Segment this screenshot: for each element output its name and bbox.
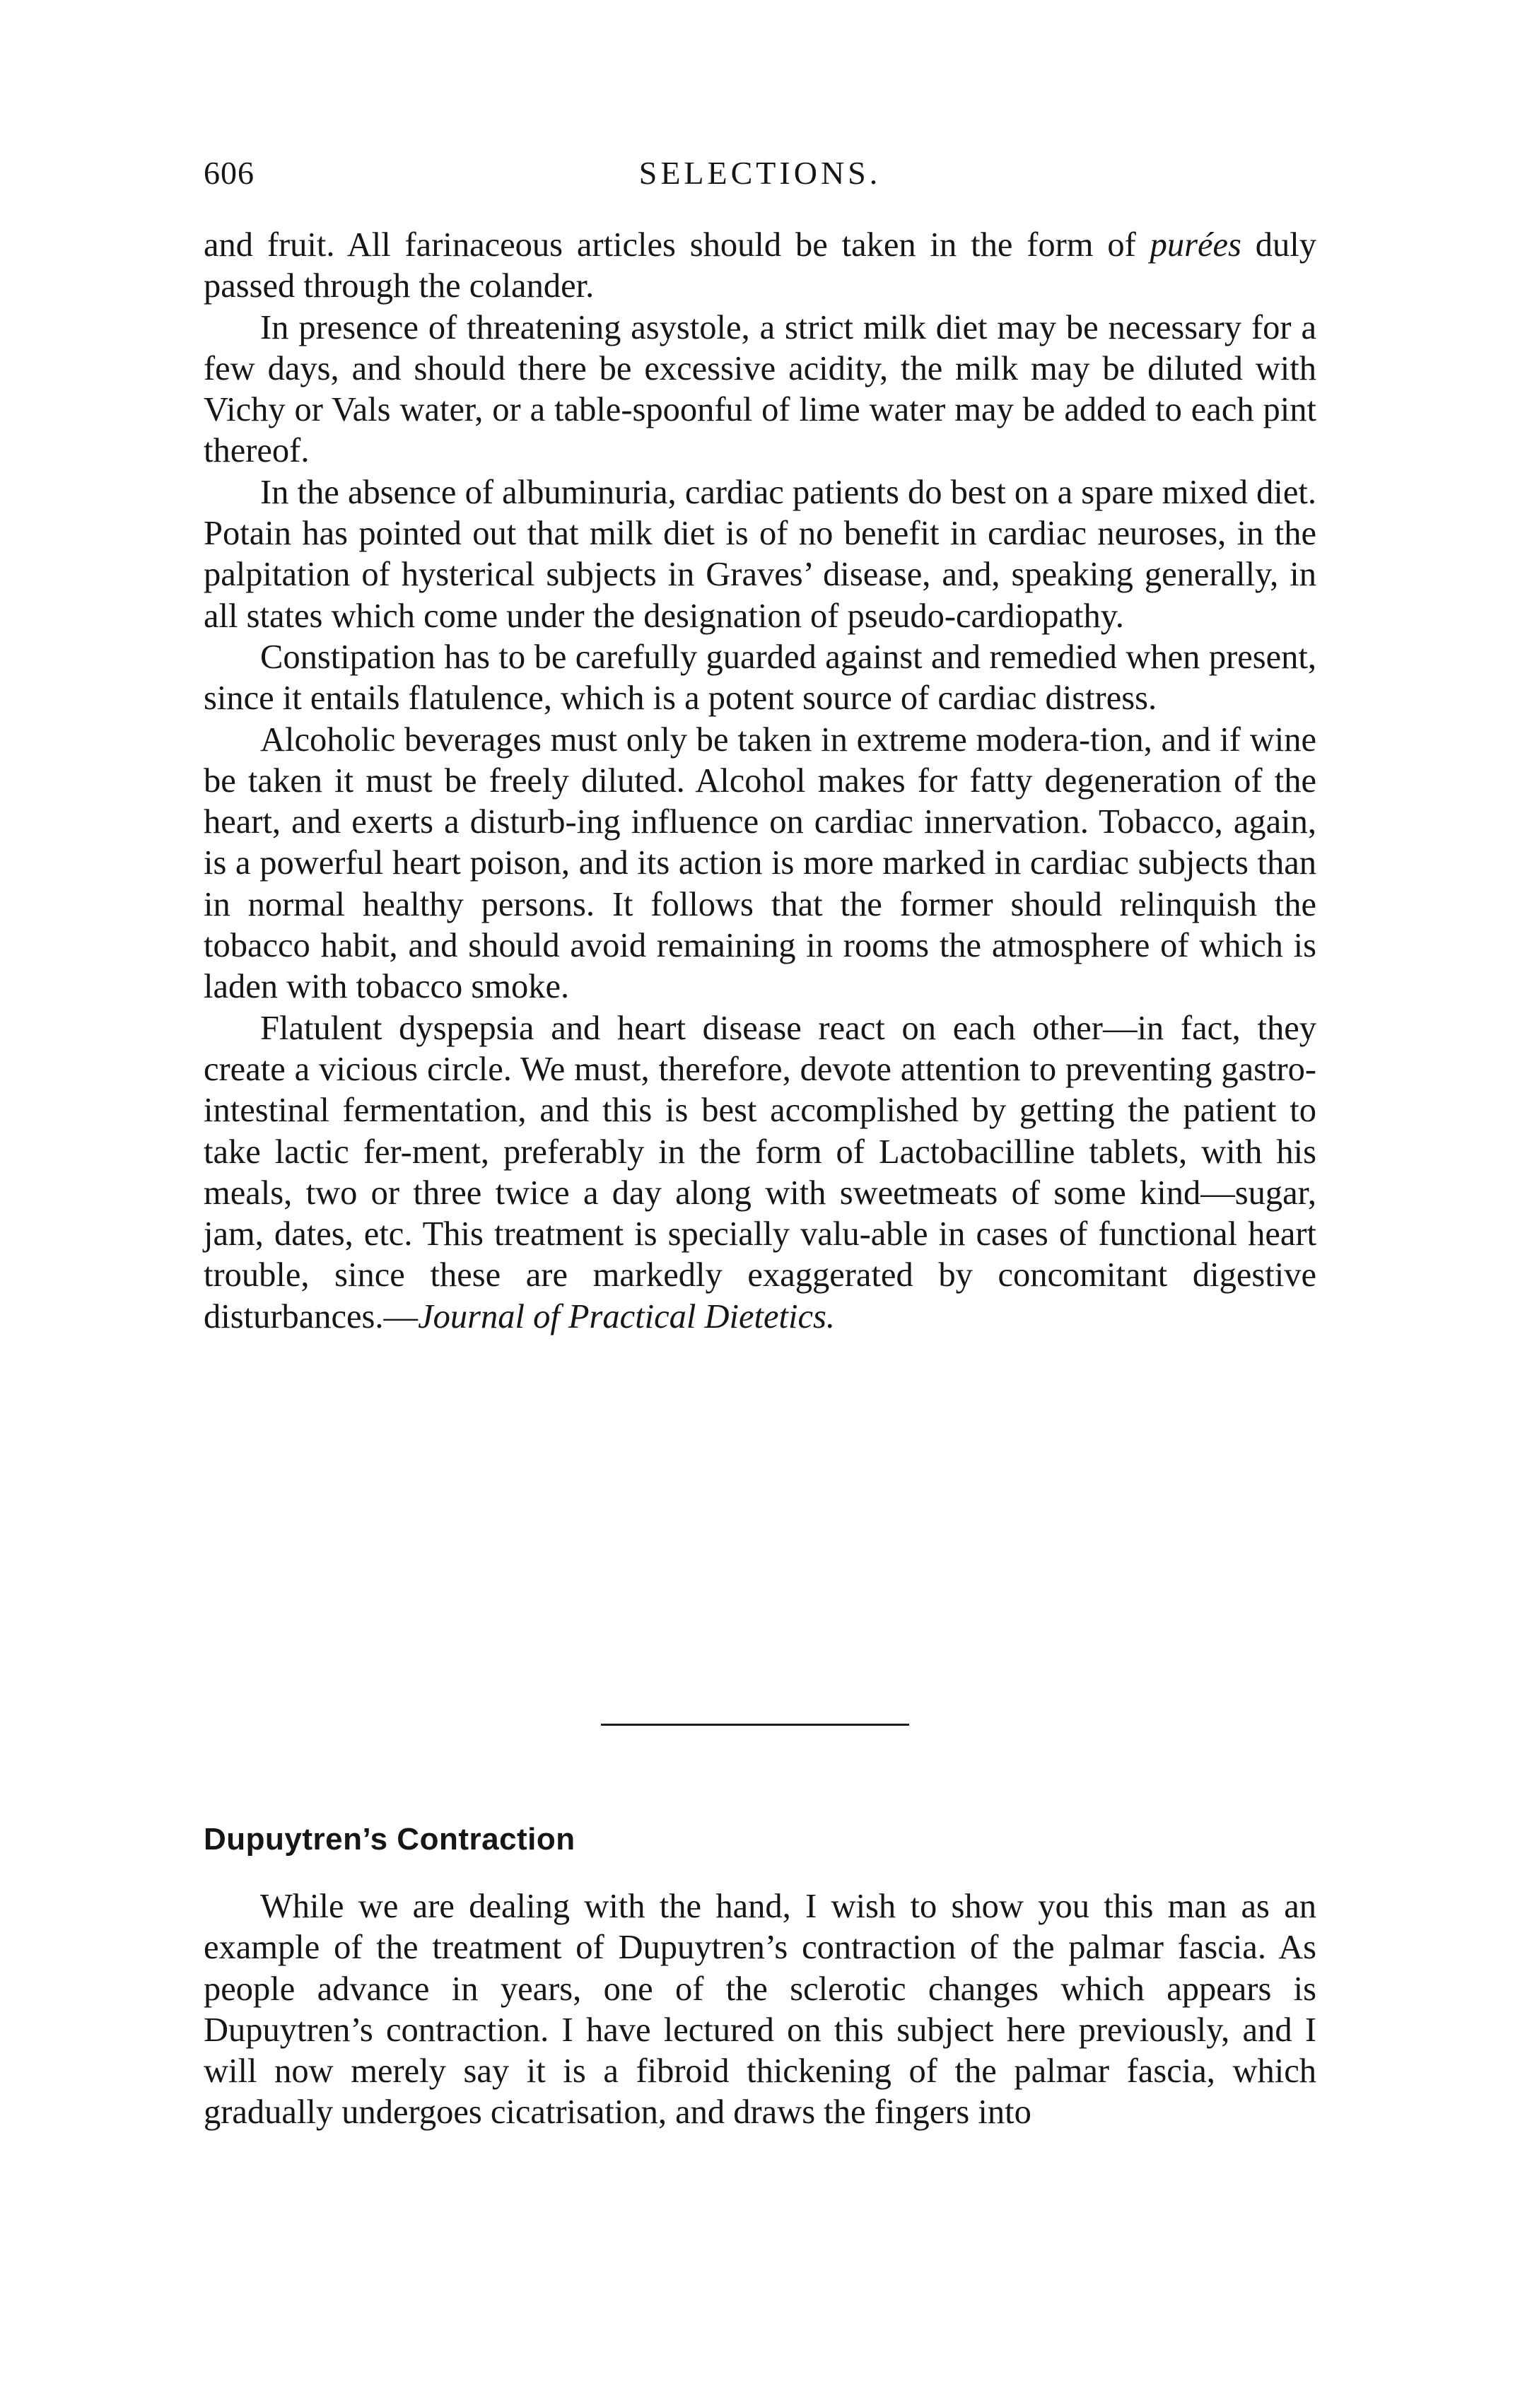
paragraph [204,225,1316,308]
paragraph: In the absence of albuminuria, cardiac patients do best on a spare mixed diet. Potain has pointed out that milk diet is of no benefit in cardiac neuroses, in the palpitation of hysterical subjects in Graves’ disease, and, speaking generally, in all states which come under the designation of pseudo-cardiopathy. [204,473,1316,635]
running-head: SELECTIONS. [638,155,882,191]
page-header [204,154,1316,204]
paragraph-text: Flatulent dyspepsia and heart disease react on each other—in fact, they create a vicious circle. We must, therefore, devote attention to preventing gastro-intestinal fermentation, and this is best accomplished by getting the patient to take lactic fer-ment, preferably in the form of Lactobacilline tablets, with his meals, two or three twice a day along with sweetmeats of some kind—sugar, jam, dates, etc. This treatment is specially valu-able in cases of functional heart trouble, since these are markedly exaggerated by concomitant digestive disturbances.— [204,1009,1316,1335]
paragraph: While we are dealing with the hand, I wish to show you this man as an example of the treatment of Dupuytren’s contraction of the palmar fascia. As people advance in years, one of the sclerotic changes which appears is Dupuytren’s contraction. I have lectured on this subject here previously, and I will now merely say it is a fibroid thickening of the palmar fascia, which gradually undergoes cicatrisation, and draws the fingers into [204,1888,1316,2132]
paragraph: Alcoholic beverages must only be taken in extreme modera-tion, and if wine be taken it must be freely diluted. Alcohol makes for fatty degeneration of the heart, and exerts a disturb-ing influence on cardiac innervation. Tobacco, again, is a powerful heart poison, and its action is more marked in cardiac subjects than in normal healthy persons. It follows that the former should relinquish the tobacco habit, and should avoid remaining in rooms the atmosphere of which is laden with tobacco smoke. [204,720,1316,1006]
page-number: 606 [204,155,255,191]
paragraph: Constipation has to be carefully guarded against and remedied when present, since it entails flatulence, which is a potent source of cardiac distress. [204,638,1316,718]
section-heading: Dupuytren’s Contraction [204,1822,575,1857]
source-citation: Journal of Practical Dietetics. [418,1297,836,1335]
paragraph: In presence of threatening asystole, a strict milk diet may be necessary for a few days, and should there be excessive acidity, the milk may be diluted with Vichy or Vals water, or a table-spoonful of lime water may be added to each pint thereof. [204,308,1316,470]
article-dupuytren [204,1886,1316,2134]
article-dietetics [204,225,1316,1338]
italic-term: purées [1150,226,1241,264]
paragraph [204,1008,1316,1338]
section-divider [601,1724,909,1726]
paragraph-text: duly passed through the colander. [204,226,1317,305]
paragraph-text: and fruit. All farinaceous articles should be taken in the form of [204,226,1150,264]
